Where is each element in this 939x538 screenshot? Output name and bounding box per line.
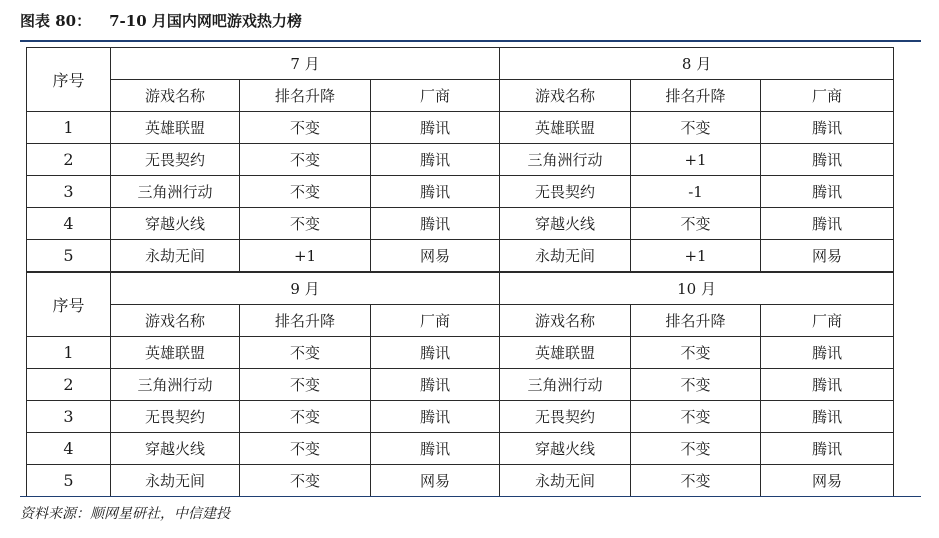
- game-name-cell: 穿越火线: [111, 208, 240, 240]
- rank-change-cell: 不变: [631, 369, 761, 401]
- vendor-cell: 腾讯: [761, 144, 894, 176]
- game-name-cell: 无畏契约: [111, 401, 240, 433]
- vendor-cell: 腾讯: [371, 433, 500, 465]
- rank-change-cell: -1: [631, 176, 761, 208]
- game-name-cell: 英雄联盟: [111, 337, 240, 369]
- vendor-cell: 腾讯: [371, 401, 500, 433]
- vendor-cell: 腾讯: [371, 112, 500, 144]
- vendor-cell: 腾讯: [761, 337, 894, 369]
- ranking-table: [26, 47, 894, 497]
- rank-change-cell: 不变: [240, 337, 371, 369]
- seq-header: 序号: [27, 272, 111, 337]
- rank-change-cell: 不变: [631, 433, 761, 465]
- game-name-cell: 三角洲行动: [500, 369, 631, 401]
- game-name-cell: 穿越火线: [500, 433, 631, 465]
- rank-change-cell: 不变: [240, 433, 371, 465]
- vendor-cell: 腾讯: [761, 433, 894, 465]
- rank-change-header: 排名升降: [240, 80, 371, 112]
- seq-cell: 5: [27, 240, 111, 273]
- column-header-row: [27, 305, 894, 337]
- game-name-header: 游戏名称: [500, 305, 631, 337]
- table-row: [27, 176, 894, 208]
- game-name-header: 游戏名称: [111, 305, 240, 337]
- game-name-cell: 英雄联盟: [500, 112, 631, 144]
- vendor-cell: 腾讯: [371, 176, 500, 208]
- rank-change-cell: 不变: [631, 401, 761, 433]
- game-name-cell: 永劫无间: [500, 465, 631, 497]
- figure-title-text: 7-10 月国内网吧游戏热力榜: [109, 12, 302, 30]
- rank-change-cell: 不变: [240, 144, 371, 176]
- game-name-cell: 永劫无间: [500, 240, 631, 273]
- rank-change-header: 排名升降: [631, 80, 761, 112]
- rank-change-cell: 不变: [631, 208, 761, 240]
- rank-change-cell: 不变: [631, 337, 761, 369]
- rank-change-cell: +1: [631, 240, 761, 273]
- seq-cell: 1: [27, 337, 111, 369]
- rank-change-cell: 不变: [240, 208, 371, 240]
- table-row: [27, 144, 894, 176]
- rank-change-header: 排名升降: [631, 305, 761, 337]
- column-header-row: [27, 80, 894, 112]
- game-name-cell: 三角洲行动: [111, 369, 240, 401]
- game-name-cell: 三角洲行动: [500, 144, 631, 176]
- game-name-cell: 英雄联盟: [111, 112, 240, 144]
- game-name-cell: 三角洲行动: [111, 176, 240, 208]
- seq-cell: 4: [27, 433, 111, 465]
- table-row: [27, 208, 894, 240]
- vendor-cell: 腾讯: [371, 337, 500, 369]
- rank-change-cell: 不变: [240, 369, 371, 401]
- seq-cell: 3: [27, 401, 111, 433]
- figure-title: [20, 10, 302, 31]
- game-name-cell: 穿越火线: [111, 433, 240, 465]
- seq-cell: 5: [27, 465, 111, 497]
- vendor-cell: 腾讯: [761, 208, 894, 240]
- game-name-cell: 穿越火线: [500, 208, 631, 240]
- game-name-cell: 无畏契约: [111, 144, 240, 176]
- rank-change-cell: 不变: [240, 401, 371, 433]
- vendor-header: 厂商: [761, 80, 894, 112]
- title-rule: [20, 40, 921, 42]
- month-header: 10 月: [500, 272, 894, 305]
- vendor-cell: 网易: [761, 465, 894, 497]
- vendor-cell: 腾讯: [761, 401, 894, 433]
- vendor-header: 厂商: [371, 305, 500, 337]
- game-name-cell: 无畏契约: [500, 176, 631, 208]
- table-row: [27, 369, 894, 401]
- vendor-cell: 腾讯: [761, 112, 894, 144]
- month-header: 7 月: [111, 48, 500, 80]
- seq-cell: 2: [27, 144, 111, 176]
- month-header: 9 月: [111, 272, 500, 305]
- vendor-cell: 腾讯: [371, 144, 500, 176]
- game-name-header: 游戏名称: [111, 80, 240, 112]
- game-name-cell: 永劫无间: [111, 465, 240, 497]
- game-name-cell: 永劫无间: [111, 240, 240, 273]
- rank-change-cell: +1: [631, 144, 761, 176]
- seq-cell: 1: [27, 112, 111, 144]
- source-note: 资料来源：顺网星研社，中信建投: [20, 506, 230, 522]
- rank-change-cell: 不变: [631, 465, 761, 497]
- seq-cell: 2: [27, 369, 111, 401]
- vendor-cell: 腾讯: [761, 369, 894, 401]
- table-row: [27, 401, 894, 433]
- vendor-header: 厂商: [761, 305, 894, 337]
- vendor-cell: 网易: [761, 240, 894, 273]
- month-header-row: [27, 272, 894, 305]
- vendor-cell: 网易: [371, 240, 500, 273]
- vendor-cell: 腾讯: [761, 176, 894, 208]
- source-rule: [20, 496, 921, 497]
- seq-cell: 4: [27, 208, 111, 240]
- rank-change-cell: 不变: [240, 465, 371, 497]
- rank-change-cell: +1: [240, 240, 371, 273]
- table-row: [27, 112, 894, 144]
- table-row: [27, 433, 894, 465]
- ranking-table-body: [27, 48, 894, 497]
- rank-change-header: 排名升降: [240, 305, 371, 337]
- table-row: [27, 240, 894, 273]
- game-name-cell: 英雄联盟: [500, 337, 631, 369]
- table-row: [27, 337, 894, 369]
- game-name-header: 游戏名称: [500, 80, 631, 112]
- rank-change-cell: 不变: [631, 112, 761, 144]
- vendor-cell: 腾讯: [371, 208, 500, 240]
- game-name-cell: 无畏契约: [500, 401, 631, 433]
- seq-header: 序号: [27, 48, 111, 112]
- table-row: [27, 465, 894, 497]
- rank-change-cell: 不变: [240, 176, 371, 208]
- month-header: 8 月: [500, 48, 894, 80]
- vendor-cell: 网易: [371, 465, 500, 497]
- vendor-cell: 腾讯: [371, 369, 500, 401]
- vendor-header: 厂商: [371, 80, 500, 112]
- month-header-row: [27, 48, 894, 80]
- figure-label: 图表 80：: [20, 12, 92, 30]
- seq-cell: 3: [27, 176, 111, 208]
- rank-change-cell: 不变: [240, 112, 371, 144]
